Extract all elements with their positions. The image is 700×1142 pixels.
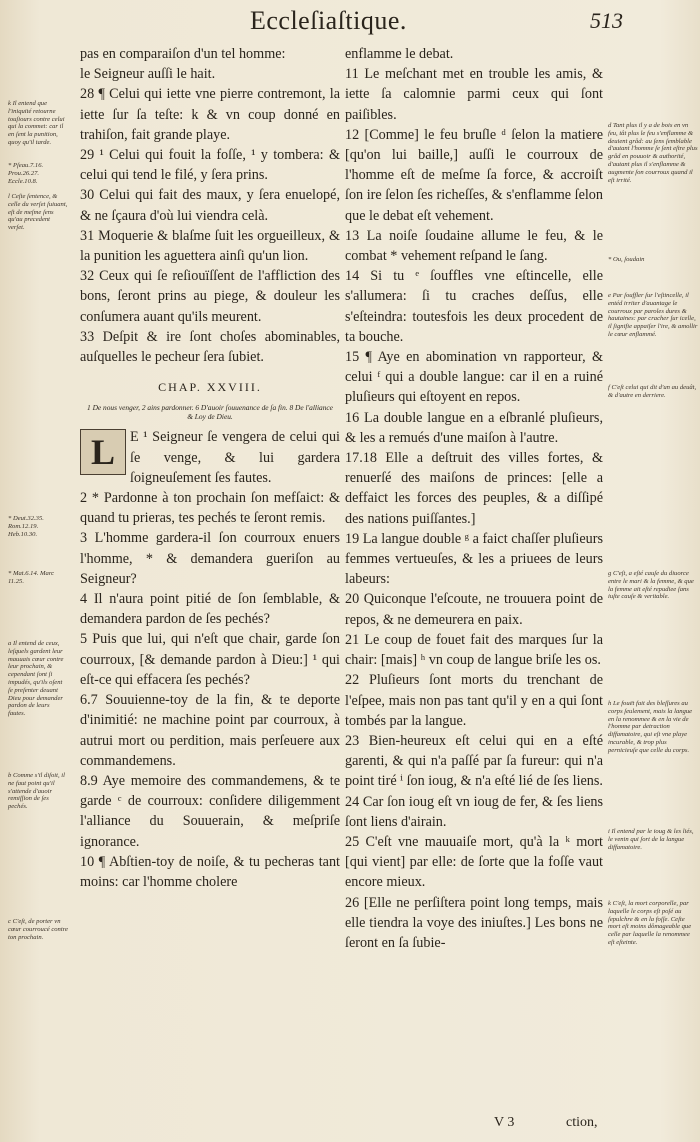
chapter-verse-6-7: 6.7 Souuienne-toy de la fin, & te deporte d'inimitié: ne machine point par courroux, à autrui mort ou perdition, mais perſeuere aux commandemens. (80, 692, 340, 769)
verse-23: 23 Bien-heureux eſt celui qui en a eſté garenti, & qui n'a paſſé par ſa fureur: qui n'a point tiré ⁱ ſon ioug, & n'a eſté lié de ſes liens. (345, 732, 603, 790)
verse-11: 11 Le meſchant met en trouble les amis, & iette ſa calomnie parmi ceux qui ſont paiſibles. (345, 66, 603, 123)
margin-note-d: d Tant plus il y a de bois en vn feu, tât plus le feu s'enflamme & deuient grâd: au ſens ſemblable d'autant l'homme ſe ſent eſtre plus grâd en pouuoir & authorité, d'autant plus il s'enflamme & augmente ſon courroux quand il eſt irrité. (608, 122, 698, 184)
verse-19: 19 La langue double ᵍ a faict chaſſer pluſieurs femmes vertueuſes, & les a priuees de leurs labeurs: (345, 530, 603, 588)
verse-17-18: 17.18 Elle a deſtruit des villes fortes, & renuerſé des maiſons de princes: [elle a deffaict les forces des peuples, & a diſſipé des nations puiſſantes.] (345, 450, 603, 527)
verse-15: 15 ¶ Aye en abomination vn rapporteur, & celui ᶠ qui a double langue: car il en a ruiné pluſieurs qui eſtoyent en repos. (345, 349, 603, 406)
verse-25: 25 C'eſt vne mauuaiſe mort, qu'à la ᵏ mort [qui vient] par elle: de ſorte que la foſſe vaut encore mieux. (345, 833, 603, 891)
margin-note-a: a Il entend de ceux, leſquels gardent leur mauuais cœur contre leur prochain, & cependant ſont ſi impudés, qu'ils oſent ſe preſenter deuant Dieu pour demander pardon de leurs fautes. (8, 640, 64, 718)
verse-line: pas en comparaiſon d'un tel homme: (80, 46, 286, 62)
margin-note-h: h Le fouët fait des bleſſures au corps ſeulement, mais la langue en la renommee & en la vie de l'homme par detraction diffamatoire, qui eſt vne playe incurable, & trop plus pernicieuſe que celle du corps. (608, 700, 693, 754)
margin-note-c: c C'eſt, de porter vn cœur courroucé contre ton prochain. (8, 918, 68, 941)
verse-21: 21 Le coup de fouet fait des marques ſur la chair: [mais] ʰ vn coup de langue briſe les os. (345, 631, 603, 669)
margin-note-refs-1: * Pſeau.7.16. Prou.26.27. Eccle.10.8. (8, 162, 44, 185)
page-number: 513 (590, 8, 623, 33)
chapter-verse-2: 2 * Pardonne à ton prochain ſon mefſaict: & quand tu prieras, tes pechés te ſeront remis. (80, 490, 340, 527)
running-head (0, 6, 700, 36)
verse-33: 33 Deſpit & ire ſont choſes abominables, auſquelles le pecheur ſera ſubiet. (80, 328, 340, 366)
verse-26: 26 [Elle ne perſiſtera point long temps, mais elle tiendra la voye des iniuſtes.] Les bons ne ſeront en ſa ſubie- (345, 894, 603, 951)
verse-29: 29 ¹ Celui qui fouit la foſſe, ¹ y tombera: & celui qui tend le filé, y ſera prins. (80, 147, 340, 184)
chapter-verse-10: 10 ¶ Abſtien-toy de noiſe, & tu pecheras tant moins: car l'homme cholere (80, 853, 340, 890)
verse-32: 32 Ceux qui ſe reſiouïſſent de l'affliction des bons, ſeront prins au piege, & douleur les conſumera auant qu'ils meurent. (80, 268, 340, 325)
chapter-verse-1 (80, 427, 340, 488)
chapter-verse-5: 5 Puis que lui, qui n'eſt que chair, garde ſon courroux, [& demande pardon à Dieu:] ¹ qui eſt-ce qui effacera ſes pechés? (80, 631, 340, 688)
verse-line: enflamme le debat. (345, 46, 454, 62)
chapter-summary: 1 De nous venger, 2 ains pardonner. 6 D'auoir ſouuenance de ſa fin. 8 De l'alliance & Loy de Dieu. (87, 403, 333, 422)
catchword: ction, (566, 1115, 598, 1130)
margin-note-b: b Comme s'il diſoit, il ne faut point qu'il s'attende d'auoir remiſſion de ſes pechés. (8, 772, 65, 811)
left-column (80, 44, 340, 892)
verse-22: 22 Pluſieurs ſont morts du trenchant de l'eſpee, mais non pas tant qu'il y en a qui ſont tombés par la langue. (345, 672, 603, 729)
verse-30: 30 Celui qui fait des maux, y ſera enuelopé, & ne ſçaura d'où lui viendra celà. (80, 187, 340, 224)
verse-31: 31 Moquerie & blaſme ſuit les orgueilleux, & la punition les aguettera ainſi qu'un lion. (80, 227, 340, 265)
verse-24: 24 Car ſon ioug eſt vn ioug de fer, & ſes liens ſont liens d'airain. (345, 793, 603, 830)
verse-12: 12 [Comme] le feu bruſle ᵈ ſelon la matiere [qu'on lui baille,] auſſi le courroux de l'homme eſt de meſme ſa force, & accroiſt ſon ire ſelon ſes richeſſes, & s'enflamme ſelon que le debat eſt vehement. (345, 126, 603, 224)
margin-note-k: k Il entend que l'iniquité retourne touſiours contre celui qui la commet: car il en ſent la punition, quoy qu'il tarde. (8, 100, 65, 146)
margin-note-refs-3: * Mat.6.14. Marc 11.25. (8, 570, 55, 585)
verse-20: 20 Quiconque l'eſcoute, ne trouuera point de repos, & ne demeurera en paix. (345, 591, 603, 628)
verse-13: 13 La noiſe ſoudaine allume le feu, & le combat * vehement reſpand le ſang. (345, 227, 603, 265)
signature-mark: V 3 (494, 1115, 515, 1130)
margin-note-l: l Ceſte ſentence, & celle du verſet ſuiuant, eſt de meſme ſens qu'au precedent verſet. (8, 193, 68, 232)
chapter-heading: CHAP. XXVIII. (158, 380, 262, 395)
margin-note-refs-2: * Deut.32.35. Rom.12.19. Heb.10.30. (8, 515, 44, 538)
margin-note-e: e Par ſouffler ſur l'eſtincelle, il entéd irriter d'auantage le courroux par paroles dures & hautaines: par cracher ſur icelle, il ſignifie appaiſer l'ire, & amollir le cœur enflammé. (608, 292, 698, 338)
chapter-verse-3: 3 L'homme gardera-il ſon courroux enuers l'homme, * & demandera gueriſon au Seigneur? (80, 530, 340, 587)
dropcap: L (80, 429, 126, 475)
right-column (345, 44, 603, 953)
verse-16: 16 La double langue en a eſbranlé pluſieurs, & les a remués d'une maiſon à l'autre. (345, 409, 603, 446)
chapter-verse-4: 4 Il n'aura point pitié de ſon ſemblable, & demandera pardon de ſes pechés? (80, 591, 340, 628)
margin-note-f: f C'eſt celui qui dit d'un au deuât, & d'autre en derriere. (608, 384, 697, 399)
verse-14: 14 Si tu ᵉ ſouffles vne eſtincelle, elle s'allumera: ſi tu craches deſſus, elle s'eſteindra: toutesfois les deux procedent de ta bouche. (345, 268, 603, 345)
chapter-verse-8-9: 8.9 Aye memoire des commandemens, & te garde ᶜ de courroux: conſidere diligemment l'alliance du Souuerain, & meſpriſe ignorance. (80, 772, 340, 850)
running-title: Eccleſiaſtique. (250, 6, 407, 35)
margin-note-k-right: k C'eſt, la mort corporelle, par laquelle le corps eſt poſé au ſepulchre & en la foſſe. Ceſte mort eſt moins dômageable que celle par laquelle la renommee eſt eſteinte. (608, 900, 692, 946)
verse-line: le Seigneur auſſi le hait. (80, 66, 216, 83)
margin-note-g: g C'eſt, a eſté cauſe du diuorce entre le mari & la femme, & que la femme ait eſté repudiee ſans iuſte cauſe & veritable. (608, 570, 694, 601)
verse-28: 28 ¶ Celui qui iette vne pierre contremont, la iette ſur ſa teſte: k & vn coup donné en trahiſon, fait grande playe. (80, 86, 340, 143)
margin-note-i: i Il entend par le ioug & les liés, le venin qui ſort de la langue diffamatoire. (608, 828, 694, 851)
margin-note-alt: * Ou, ſoudain (608, 256, 645, 263)
verse-1-text: E ¹ Seigneur ſe vengera de celui qui ſe venge, & lui gardera ſoigneuſement ſes fautes. (130, 429, 340, 486)
